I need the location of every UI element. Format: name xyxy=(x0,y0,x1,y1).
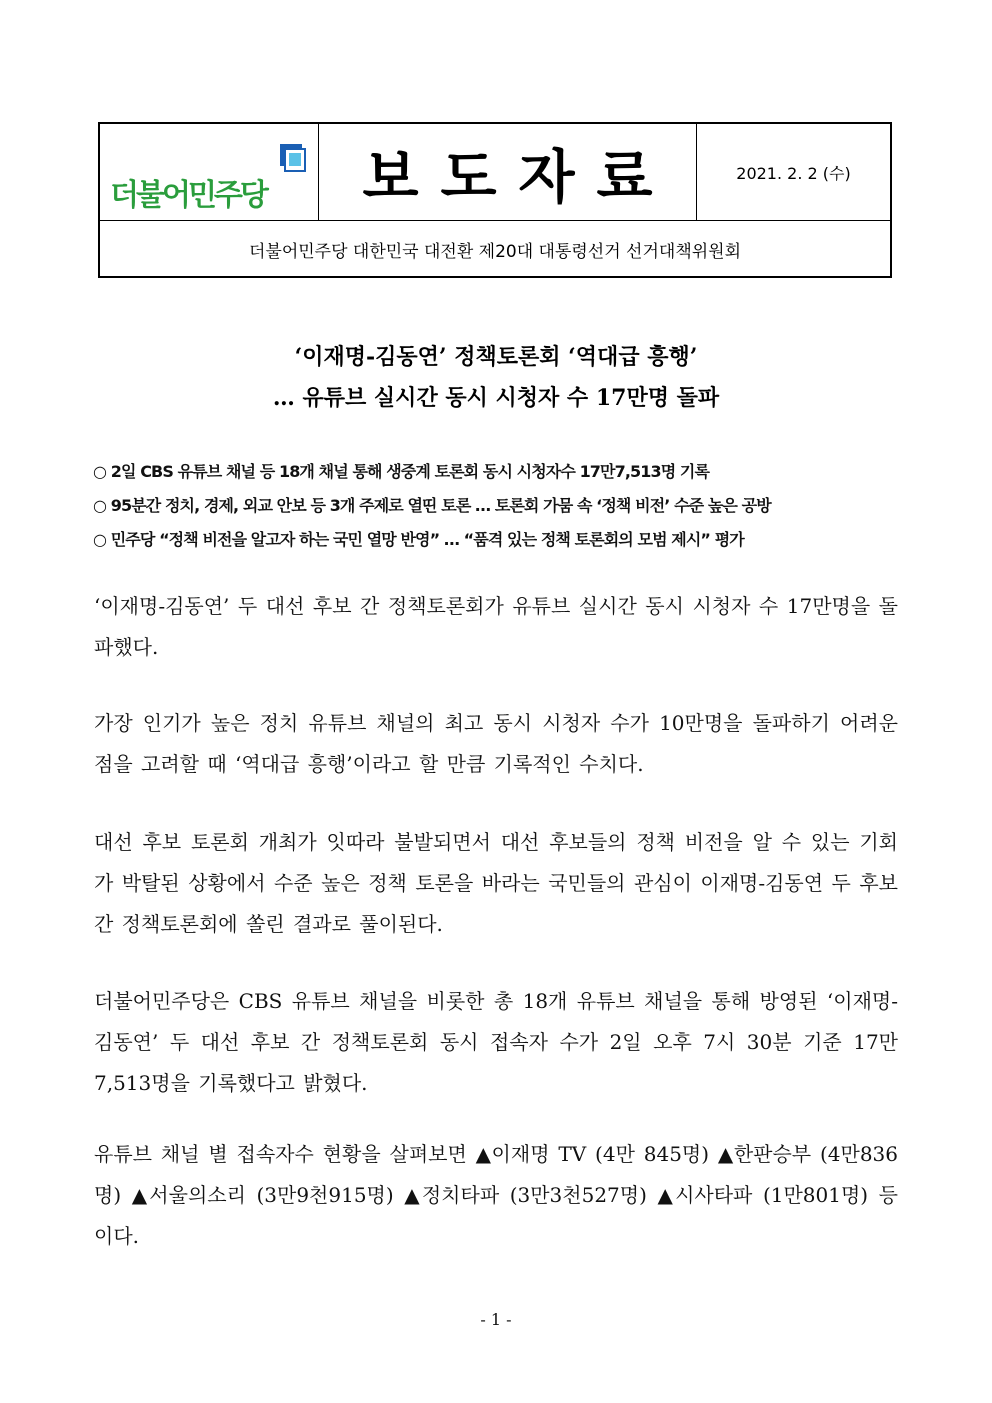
body-paragraph-5: 유튜브 채널 별 접속자수 현황을 살펴보면 ▲이재명 TV (4만 845명) ▲한판승부 (4만836명) ▲서울의소리 (3만9천915명) ▲정치타파 (3만3천527명) ▲시사타파 (1만801명) 등 이다. xyxy=(94,1142,898,1248)
summary-bullet: ○ 2일 CBS 유튜브 채널 등 18개 채널 통해 생중계 토론회 동시 시청자수 17만7,513명 기록 xyxy=(93,462,710,481)
body-paragraph-1: ‘이재명-김동연’ 두 대선 후보 간 정책토론회가 유튜브 실시간 동시 시청자 수 17만명을 돌파했다. xyxy=(94,594,898,659)
body-paragraph-4: 더불어민주당은 CBS 유튜브 채널을 비롯한 총 18개 유튜브 채널을 통해 방영된 ‘이재명-김동연’ 두 대선 후보 간 정책토론회 동시 접속자 수가 2일 오후 7시 30분 기준 17만7,513명을 기록했다고 밝혔다. xyxy=(94,989,898,1095)
page-number: - 1 - xyxy=(480,1310,512,1329)
headline-line-2: … 유튜브 실시간 동시 시청자 수 17만명 돌파 xyxy=(272,385,720,411)
party-logo-text: 더불어민주당 xyxy=(110,178,266,213)
committee-name: 더불어민주당 대한민국 대전환 제20대 대통령선거 선거대책위원회 xyxy=(248,242,742,262)
press-release-title: 보도자료 xyxy=(362,143,675,211)
summary-bullets xyxy=(93,455,903,557)
flag-icon xyxy=(277,142,311,176)
headline-line-1: ‘이재명-김동연’ 정책토론회 ‘역대급 흥행’ xyxy=(294,344,698,370)
summary-bullet: ○ 95분간 정치, 경제, 외교 안보 등 3개 주제로 열띤 토론 … 토론회 가뭄 속 ‘정책 비전’ 수준 높은 공방 xyxy=(93,496,771,515)
release-date: 2021. 2. 2 (수) xyxy=(736,163,851,183)
press-release-title-cell xyxy=(319,124,697,220)
body-paragraph-3: 대선 후보 토론회 개최가 잇따라 불발되면서 대선 후보들의 정책 비전을 알 수 있는 기회가 박탈된 상황에서 수준 높은 정책 토론을 바라는 국민들의 관심이 이재명-김동연 두 후보 간 정책토론회에 쏠린 결과로 풀이된다. xyxy=(94,830,898,936)
summary-bullet: ○ 민주당 “정책 비전을 알고자 하는 국민 열망 반영” … “품격 있는 정책 토론회의 모범 제시” 평가 xyxy=(93,530,744,549)
header-top-row xyxy=(100,124,890,221)
party-logo xyxy=(100,124,319,220)
press-release-header xyxy=(98,122,892,278)
body-paragraph-2: 가장 인기가 높은 정치 유튜브 채널의 최고 동시 시청자 수가 10만명을 돌파하기 어려운 점을 고려할 때 ‘역대급 흥행’이라고 할 만큼 기록적인 수치다. xyxy=(94,711,898,776)
